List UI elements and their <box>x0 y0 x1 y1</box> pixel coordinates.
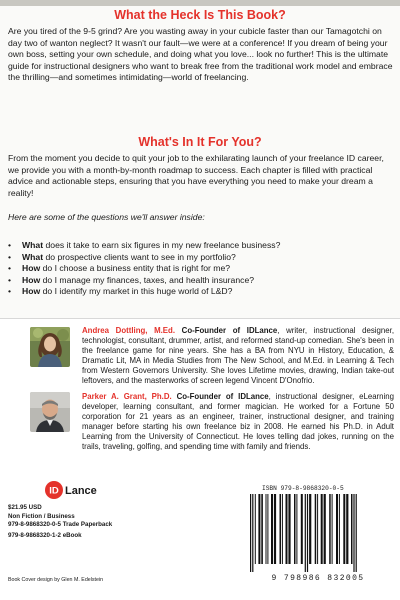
bullet: • <box>8 263 12 274</box>
barcode-bar <box>324 494 326 564</box>
author-bio-parker <box>82 392 394 452</box>
barcode-bar <box>286 494 288 564</box>
questions-intro: Here are some of the questions we'll answer inside: <box>8 212 205 222</box>
top-border <box>0 0 400 6</box>
barcode-bar <box>255 494 256 564</box>
bullet: • <box>8 251 12 262</box>
isbn-ebook: 979-8-9868320-1-2 eBook <box>8 531 82 539</box>
question-text: does it take to earn six figures in my new freelance business? <box>43 240 281 250</box>
list-item <box>8 286 394 298</box>
section-heading-whats-in-it: What's In It For You? <box>138 135 262 149</box>
barcode-bar <box>321 494 323 564</box>
isbn-paperback: 979-8-9868320-0-5 Trade Paperback <box>8 521 113 529</box>
barcode-bar <box>309 494 311 564</box>
isbn-label: ISBN 979-8-9868320-0-5 <box>262 485 344 492</box>
question-text: do prospective clients want to see in my portfolio? <box>43 251 236 262</box>
section-body-whats-in-it: From the moment you decide to quit your job to the exhilarating launch of your freelance ID career, we provide you with a month-by-month roadmap to success. Each chapter is filled with practical advice and actionable steps, ensuring that you have everything you need to make your dream a reality! <box>8 153 384 198</box>
question-lead: What <box>22 240 44 250</box>
author-name: Parker A. Grant, Ph.D. <box>82 392 172 401</box>
price: $21.95 USD <box>8 504 42 511</box>
barcode-digits: 9 798986 832005 <box>271 574 365 583</box>
barcode-bar <box>296 494 297 564</box>
question-text: do I manage my finances, taxes, and health insurance? <box>40 274 255 285</box>
section-divider <box>0 318 400 319</box>
barcode-bar <box>282 494 283 564</box>
barcode-bar <box>305 494 306 572</box>
publisher-logo <box>44 480 134 500</box>
question-text: do I choose a business entity that is right for me? <box>40 263 231 274</box>
author-name: Andrea Dottling, M.Ed. <box>82 326 176 335</box>
barcode-bar <box>267 494 268 564</box>
question-lead: How <box>22 286 41 297</box>
bullet: • <box>8 240 12 250</box>
author-bio-andrea <box>82 326 394 386</box>
barcode-bar <box>261 494 263 564</box>
author-photo-andrea <box>30 327 70 367</box>
barcode-bar <box>301 494 303 564</box>
author-photo-parker <box>30 392 70 432</box>
barcode-bar <box>339 494 340 564</box>
barcode-bar <box>329 494 331 564</box>
list-item <box>8 252 394 264</box>
section-heading-what-is-book: What the Heck Is This Book? <box>114 8 286 22</box>
question-text: do I identify my market in this huge world of L&D? <box>40 286 233 297</box>
list-item <box>8 240 394 252</box>
barcode-bar <box>250 494 251 572</box>
author-role: Co-Founder of IDLance <box>176 392 269 401</box>
barcode-bar <box>294 494 296 564</box>
question-lead: What <box>22 251 44 262</box>
barcode-bar <box>346 494 348 564</box>
bullet: • <box>8 274 12 285</box>
category: Non Fiction / Business <box>8 512 75 520</box>
barcode-bar <box>351 494 353 564</box>
barcode-bar <box>356 494 357 572</box>
barcode-bar <box>317 494 318 564</box>
barcode-bar <box>271 494 273 564</box>
barcode-bar <box>336 494 338 564</box>
question-lead: How <box>22 263 41 274</box>
section-body-what-is-book: Are you tired of the 9-5 grind? Are you wasting away in your cubicle faster than our Tamagotchi on day two of wanton neglect? It wasn't our fault—we were at a conference! If you dream of being your own boss, setting your own schedule, and doing what you love... look no further! This is the ultimate guide for instructional designers who want to break free from the traditional work model and embrace the thrilling—and sometimes intimidating—world of freelancing. <box>8 26 393 83</box>
barcode-bar <box>332 494 333 564</box>
author-bio-text: , instructional designer, eLearning developer, learning consultant, and former magician. He worked for a Fortune 50 corporation for 21 years as an engineer, trainer, instructional designer, and training manager before starting his own freelance biz in 2008. He earned his Ph.D. in Adult Learning from the University of Connecticut. He loves telling dad jokes, running on the trails, traveling, golfing, and spending time with family and friends. <box>82 392 394 451</box>
barcode-bar <box>280 494 282 564</box>
bullet: • <box>8 286 12 297</box>
barcode-bar <box>258 494 260 564</box>
author-role: Co-Founder of IDLance <box>181 326 278 335</box>
questions-list <box>8 240 394 298</box>
barcode-bar <box>266 494 267 564</box>
barcode-bar <box>343 494 345 564</box>
logo-lance-text: Lance <box>65 485 97 497</box>
barcode-bar <box>252 494 253 572</box>
list-item <box>8 275 394 287</box>
barcode-bar <box>353 494 354 572</box>
author-bio-text: , writer, instructional designer, technologist, consultant, drummer, artist, and reformed stand-up comedian. She's been in the freelance game for nine years. She has a BA from NYU in History, Education, & Dramatic Lit, MA in Media Studies from The New School, and M.Ed. in Learning & Tech from Western Governors University. She loves Lifetime movies, drawing, Indian take-out leftovers, and the masterworks of screen legend Vincent D'Onofrio. <box>82 326 394 385</box>
cover-designer-credit: Book Cover design by Glen M. Edelstein <box>8 577 104 583</box>
barcode-bar <box>274 494 276 564</box>
book-info <box>8 504 178 540</box>
question-lead: How <box>22 274 41 285</box>
logo-id-text: ID <box>49 485 59 497</box>
barcode-bar <box>288 494 290 564</box>
barcode-bar <box>307 494 308 572</box>
list-item <box>8 263 394 275</box>
barcode-bar <box>315 494 317 564</box>
isbn-barcode <box>246 494 390 572</box>
